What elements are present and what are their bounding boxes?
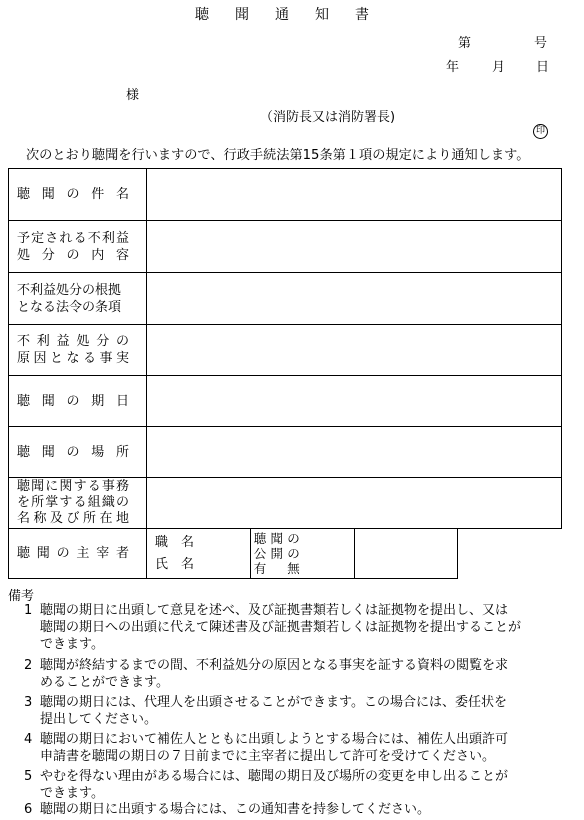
label-cause-facts: 不利益処分の 原因となる事実	[9, 325, 147, 376]
label-hearing-date: 聴聞の期日	[9, 376, 147, 427]
remark-item-5: 5 やむを得ない理由がある場合には、聴聞の期日及び場所の変更を申し出ることが できます。	[24, 769, 509, 801]
label-presiding-officer: 聴聞の主宰者	[9, 529, 147, 579]
seal-mark	[533, 122, 548, 139]
intro-text: 次のとおり聴聞を行いますので、行政手続法第15条第１項の規定により通知します。	[26, 148, 530, 163]
remark-item-4: 4 聴聞の期日において補佐人とともに出頭しようとする場合には、補佐人出頭許可 申請書を聴聞の期日の７日前までに主宰者に提出して許可を受けてください。	[24, 732, 509, 764]
table-row	[9, 221, 562, 273]
label-organization: 聴聞に関する事務 を所掌する組織の 名称及び所在地	[9, 478, 147, 529]
field-legal-basis[interactable]	[147, 273, 562, 325]
seal-circle-icon: 印	[533, 124, 548, 139]
table-row	[9, 376, 562, 427]
table-row	[9, 325, 562, 376]
date-day-label: 日	[536, 60, 550, 75]
remark-item-3: 3 聴聞の期日には、代理人を出頭させることができます。この場合には、委任状を 提出してください。	[24, 695, 507, 727]
label-disposition-content: 予定される不利益 処分の内容	[9, 221, 147, 273]
table-row	[9, 529, 562, 579]
table-row	[9, 427, 562, 478]
field-hearing-place[interactable]	[147, 427, 562, 478]
sender-title: （消防長又は消防署長)	[260, 110, 396, 125]
field-cause-facts[interactable]	[147, 325, 562, 376]
document-title: 聴聞通知書	[195, 7, 395, 23]
field-organization[interactable]	[147, 478, 562, 529]
remark-item-6: 6 聴聞の期日に出頭する場合には、この通知書を持参してください。	[24, 802, 431, 817]
document-number-label: 第	[458, 36, 472, 51]
field-presiding-officer[interactable]	[147, 529, 251, 579]
remarks-title: 備考	[8, 589, 35, 604]
label-hearing-place: 聴聞の場所	[9, 427, 147, 478]
field-hearing-subject[interactable]	[147, 169, 562, 221]
field-hearing-date[interactable]	[147, 376, 562, 427]
officer-position-label: 職 名	[155, 534, 195, 550]
date-month-label: 月	[492, 60, 506, 75]
hearing-form-table	[8, 168, 562, 579]
table-row	[9, 478, 562, 529]
label-public-hearing: 聴聞の 公開の 有 無	[250, 529, 354, 579]
document-number-suffix: 号	[534, 36, 548, 51]
field-disposition-content[interactable]	[147, 221, 562, 273]
field-public-hearing[interactable]	[354, 529, 458, 579]
table-row	[9, 169, 562, 221]
label-hearing-subject: 聴聞の件名	[9, 169, 147, 221]
label-legal-basis: 不利益処分の根拠 となる法令の条項	[9, 273, 147, 325]
remark-item-2: 2 聴聞が終結するまでの間、不利益処分の原因となる事実を証する資料の閲覧を求 めることができます。	[24, 658, 509, 690]
date-year-label: 年	[446, 60, 460, 75]
remark-item-1: 1 聴聞の期日に出頭して意見を述べ、及び証拠書類若しくは証拠物を提出し、又は 聴聞の期日への出頭に代えて陳述書及び証拠書類若しくは証拠物を提出することが できます。	[24, 603, 522, 652]
table-row	[9, 273, 562, 325]
addressee-suffix: 様	[126, 88, 140, 103]
officer-name-label: 氏 名	[155, 556, 195, 572]
